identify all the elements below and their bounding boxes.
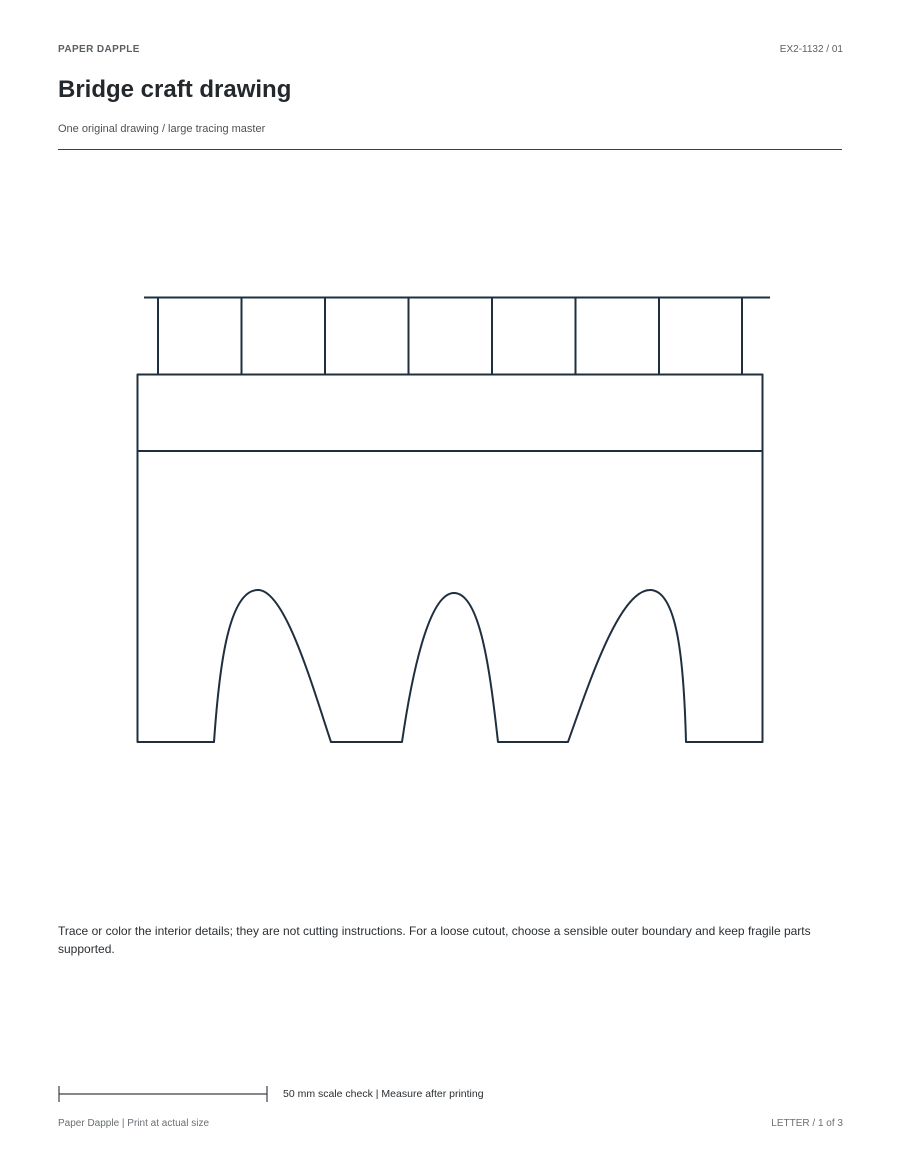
- footer-print-note: Paper Dapple | Print at actual size: [58, 1118, 210, 1129]
- bridge-deck: [138, 375, 763, 452]
- brand-name: PAPER DAPPLE: [58, 44, 140, 55]
- page-subtitle: One original drawing / large tracing master: [58, 123, 266, 135]
- instruction-note: Trace or color the interior details; they are not cutting instructions. For a loose cutout, choose a sensible outer boundary and keep fragile parts supported.: [58, 924, 811, 956]
- footer-page-info: LETTER / 1 of 3: [771, 1118, 843, 1129]
- page-title: Bridge craft drawing: [58, 76, 292, 103]
- scale-check-label: 50 mm scale check | Measure after printing: [283, 1088, 484, 1100]
- scale-bar: [58, 1085, 268, 1103]
- railing-posts: [158, 297, 742, 375]
- document-code: EX2-1132 / 01: [779, 44, 843, 55]
- bridge-body-with-arches: [138, 451, 763, 742]
